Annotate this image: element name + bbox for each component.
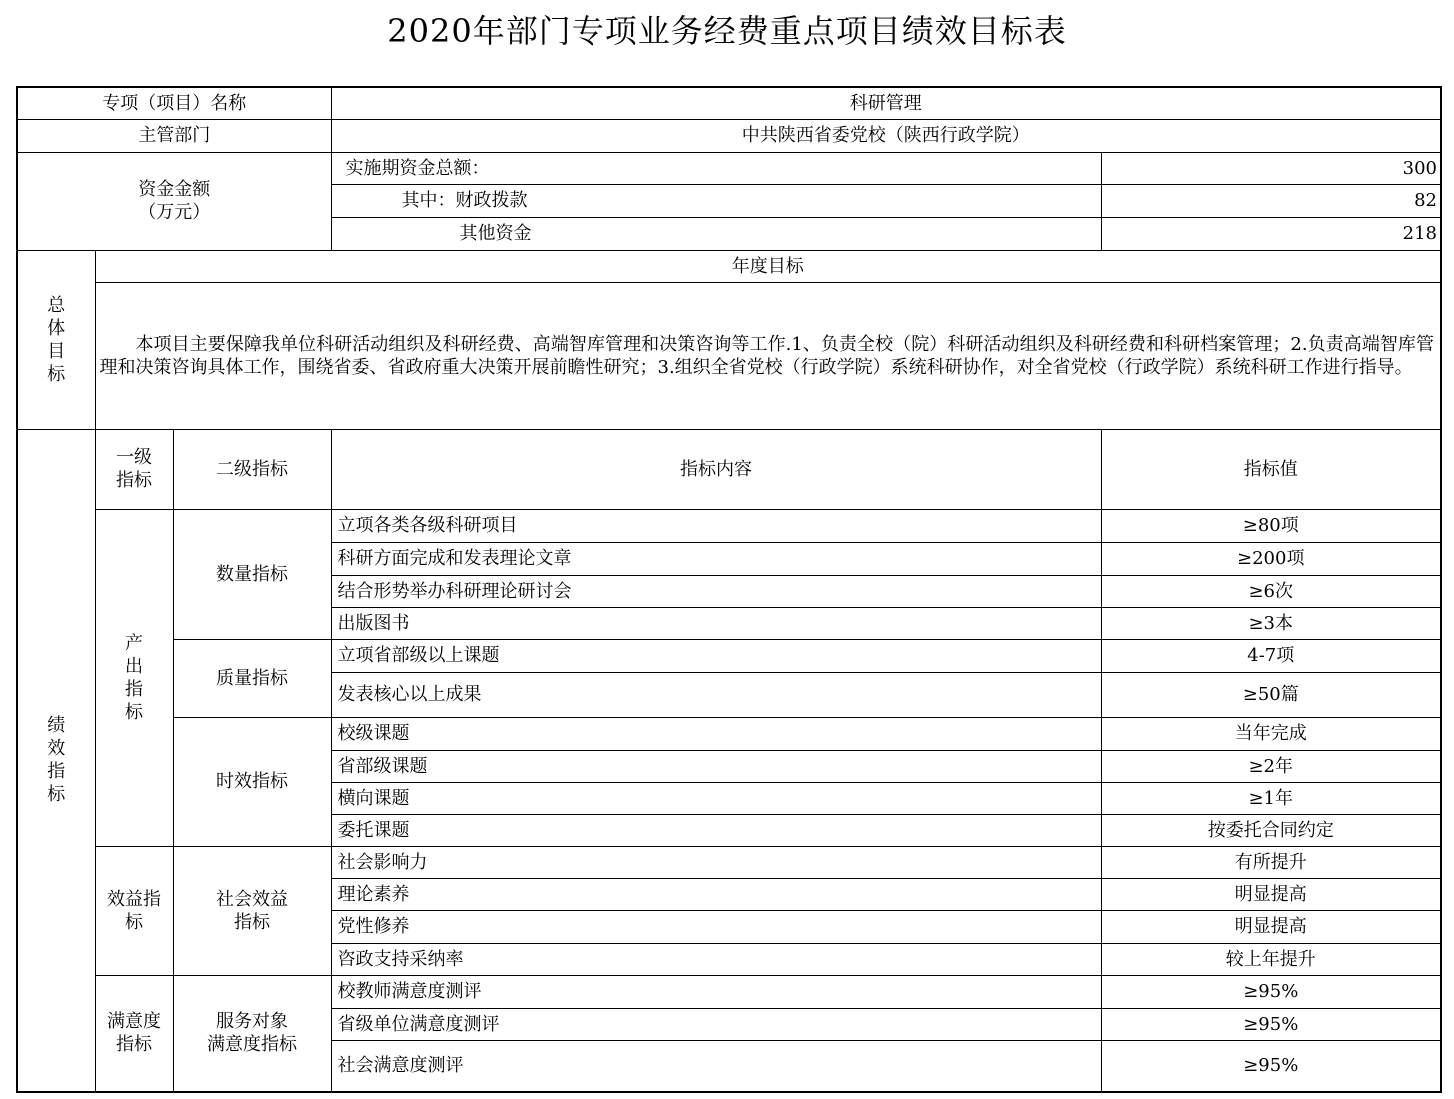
funding-fiscal-label: 其中：财政拨款 xyxy=(331,184,1101,217)
indicator-value: 明显提高 xyxy=(1101,910,1441,943)
indicator-content: 社会影响力 xyxy=(331,846,1101,878)
indicator-header-row xyxy=(17,429,1441,509)
funding-other-label: 其他资金 xyxy=(331,217,1101,250)
indicator-content: 科研方面完成和发表理论文章 xyxy=(331,542,1101,575)
indicator-content: 咨政支持采纳率 xyxy=(331,943,1101,975)
funding-row xyxy=(17,152,1441,184)
indicator-content: 省部级课题 xyxy=(331,750,1101,782)
indicator-value: ≥200项 xyxy=(1101,542,1441,575)
indicator-content: 出版图书 xyxy=(331,607,1101,639)
table-row xyxy=(17,509,1441,542)
indicator-content: 校教师满意度测评 xyxy=(331,975,1101,1008)
indicator-value: ≥3本 xyxy=(1101,607,1441,639)
performance-label: 绩 效 指 标 xyxy=(17,429,95,1092)
indicator-content: 社会满意度测评 xyxy=(331,1040,1101,1092)
indicator-content: 结合形势举办科研理论研讨会 xyxy=(331,575,1101,607)
annual-goal-header-row xyxy=(17,250,1441,282)
indicator-content: 党性修养 xyxy=(331,910,1101,943)
level1-header: 一级 指标 xyxy=(95,429,173,509)
value-header: 指标值 xyxy=(1101,429,1441,509)
page-title: 2020年部门专项业务经费重点项目绩效目标表 xyxy=(387,12,1067,50)
indicator-value: ≥95% xyxy=(1101,1040,1441,1092)
indicator-value: ≥1年 xyxy=(1101,782,1441,814)
indicator-value: ≥2年 xyxy=(1101,750,1441,782)
funding-total-amount: 300 xyxy=(1101,152,1441,184)
table-row xyxy=(17,846,1441,878)
indicator-content: 理论素养 xyxy=(331,878,1101,910)
service-satisfaction-indicator-label: 服务对象 满意度指标 xyxy=(173,975,331,1092)
annual-goal-label: 年度目标 xyxy=(95,250,1441,282)
indicator-value: ≥6次 xyxy=(1101,575,1441,607)
indicator-value: 当年完成 xyxy=(1101,717,1441,750)
department-row xyxy=(17,119,1441,152)
indicator-content: 发表核心以上成果 xyxy=(331,672,1101,717)
indicator-value: ≥95% xyxy=(1101,1008,1441,1040)
indicator-value: ≥95% xyxy=(1101,975,1441,1008)
indicator-value: ≥50篇 xyxy=(1101,672,1441,717)
indicator-value: 4-7项 xyxy=(1101,639,1441,672)
annual-goal-text: 本项目主要保障我单位科研活动组织及科研经费、高端智库管理和决策咨询等工作.1、负责全校（院）科研活动组织及科研经费和科研档案管理；2.负责高端智库管理和决策咨询具体工作，围绕省委、省政府重大决策开展前瞻性研究；3.组织全省党校（行政学院）系统科研协作，对全省党校（行政学院）系统科研工作进行指导。 xyxy=(95,282,1441,429)
indicator-content: 立项省部级以上课题 xyxy=(331,639,1101,672)
total-goal-label: 总 体 目 标 xyxy=(17,250,95,429)
funding-other-amount: 218 xyxy=(1101,217,1441,250)
indicator-content: 省级单位满意度测评 xyxy=(331,1008,1101,1040)
social-benefit-indicator-label: 社会效益 指标 xyxy=(173,846,331,975)
quality-indicator-label: 质量指标 xyxy=(173,639,331,717)
quantity-indicator-label: 数量指标 xyxy=(173,509,331,639)
table-row xyxy=(17,975,1441,1008)
satisfaction-indicator-label: 满意度 指标 xyxy=(95,975,173,1092)
performance-goal-table xyxy=(16,86,1442,1093)
indicator-value: 较上年提升 xyxy=(1101,943,1441,975)
indicator-content: 校级课题 xyxy=(331,717,1101,750)
output-indicator-label: 产 出 指 标 xyxy=(95,509,173,846)
table-row xyxy=(17,639,1441,672)
funding-label: 资金金额 （万元） xyxy=(17,152,331,250)
indicator-value: 明显提高 xyxy=(1101,878,1441,910)
content-header: 指标内容 xyxy=(331,429,1101,509)
timeliness-indicator-label: 时效指标 xyxy=(173,717,331,846)
level2-header: 二级指标 xyxy=(173,429,331,509)
project-name-label: 专项（项目）名称 xyxy=(17,87,331,119)
table-row xyxy=(17,717,1441,750)
benefit-indicator-label: 效益指 标 xyxy=(95,846,173,975)
indicator-value: ≥80项 xyxy=(1101,509,1441,542)
funding-fiscal-amount: 82 xyxy=(1101,184,1441,217)
department-value: 中共陕西省委党校（陕西行政学院） xyxy=(331,119,1441,152)
indicator-value: 有所提升 xyxy=(1101,846,1441,878)
indicator-content: 委托课题 xyxy=(331,814,1101,846)
indicator-content: 立项各类各级科研项目 xyxy=(331,509,1101,542)
project-name-row xyxy=(17,87,1441,119)
funding-total-label: 实施期资金总额： xyxy=(331,152,1101,184)
project-name-value: 科研管理 xyxy=(331,87,1441,119)
department-label: 主管部门 xyxy=(17,119,331,152)
indicator-value: 按委托合同约定 xyxy=(1101,814,1441,846)
indicator-content: 横向课题 xyxy=(331,782,1101,814)
annual-goal-row xyxy=(17,282,1441,429)
